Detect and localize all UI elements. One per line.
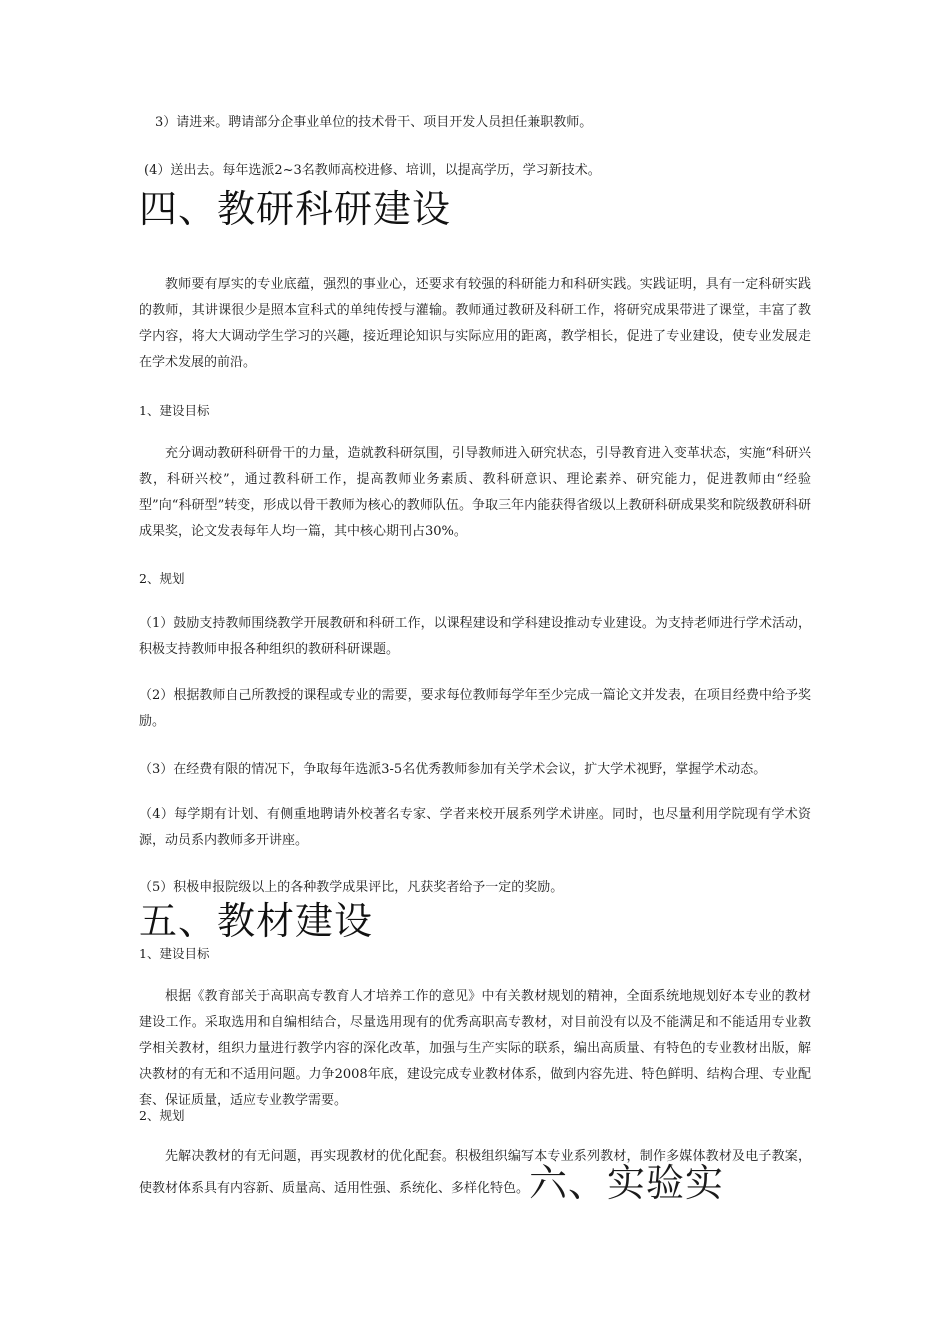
section5-title: 五、教材建设 xyxy=(139,899,374,943)
section5-plan-text-body: 先解决教材的有无问题，再实现教材的优化配套。积极组织编写本专业系列教材，制作多媒体教材及电子教案，使教材体系具有内容新、质量高、适用性强、系统化、多样化特色。 xyxy=(139,1149,811,1196)
section5-plan-text xyxy=(139,1144,811,1205)
section3-item4: (4）送出去。每年选派2~3名教师高校进修、培训，以提高学历，学习新技术。 xyxy=(144,163,601,178)
section4-plan-item-5: （5）积极申报院级以上的各种教学成果评比，凡获奖者给予一定的奖励。 xyxy=(139,880,564,895)
section4-plan-item-1: （1）鼓励支持教师围绕教学开展教研和科研工作，以课程建设和学科建设推动专业建设。为支持老师进行学术活动，积极支持教师申报各种组织的教研科研课题。 xyxy=(139,616,811,657)
section4-goal-heading: 1、建设目标 xyxy=(139,403,210,418)
section4-intro: 教师要有厚实的专业底蕴，强烈的事业心，还要求有较强的科研能力和科研实践。实践证明，具有一定科研实践的教师，其讲课很少是照本宣科式的单纯传授与灌输。教师通过教研及科研工作，将研究成果带进了课堂，丰富了教学内容，将大大调动学生学习的兴趣，接近理论知识与实际应用的距离，教学相长，促进了专业建设，使专业发展走在学术发展的前沿。 xyxy=(139,277,811,370)
section3-item3: 3）请进来。聘请部分企事业单位的技术骨干、项目开发人员担任兼职教师。 xyxy=(155,115,593,130)
section4-goal-text: 充分调动教研科研骨干的力量，造就教科研氛围，引导教师进入研究状态，引导教育进入变革状态，实施“科研兴教，科研兴校”，通过教科研工作，提高教师业务素质、教科研意识、理论素养、研究能力，促进教师由“经验型”向“科研型”转变，形成以骨干教师为核心的教师队伍。争取三年内能获得省级以上教研科研成果奖和院级教研科研成果奖，论文发表每年人均一篇，其中核心期刊占30%。 xyxy=(139,446,811,539)
section5-goal-text: 根据《教育部关于高职高专教育人才培养工作的意见》中有关教材规划的精神，全面系统地规划好本专业的教材建设工作。采取选用和自编相结合，尽量选用现有的优秀高职高专教材，对目前没有以及不能满足和不能适用专业教学相关教材，组织力量进行教学内容的深化改革，加强与生产实际的联系，编出高质量、有特色的专业教材出版，解决教材的有无和不适用问题。力争2008年底，建设完成专业教材体系，做到内容先进、特色鲜明、结构合理、专业配套、保证质量，适应专业教学需要。 xyxy=(139,989,811,1108)
section5-plan-heading: 2、规划 xyxy=(139,1108,185,1123)
section4-plan-item-4: （4）每学期有计划、有侧重地聘请外校著名专家、学者来校开展系列学术讲座。同时，也尽量利用学院现有学术资源，动员系内教师多开讲座。 xyxy=(139,807,811,848)
section4-plan-item-2: （2）根据教师自己所教授的课程或专业的需要，要求每位教师每学年至少完成一篇论文并发表，在项目经费中给予奖励。 xyxy=(139,688,811,729)
section5-goal-heading: 1、建设目标 xyxy=(139,946,210,961)
section6-title-fragment: 六、实验实 xyxy=(529,1161,725,1205)
section4-plan-item-3: （3）在经费有限的情况下，争取每年选派3-5名优秀教师参加有关学术会议，扩大学术视野，掌握学术动态。 xyxy=(139,762,767,777)
section4-plan-heading: 2、规划 xyxy=(139,571,185,586)
section4-title: 四、教研科研建设 xyxy=(139,187,452,231)
